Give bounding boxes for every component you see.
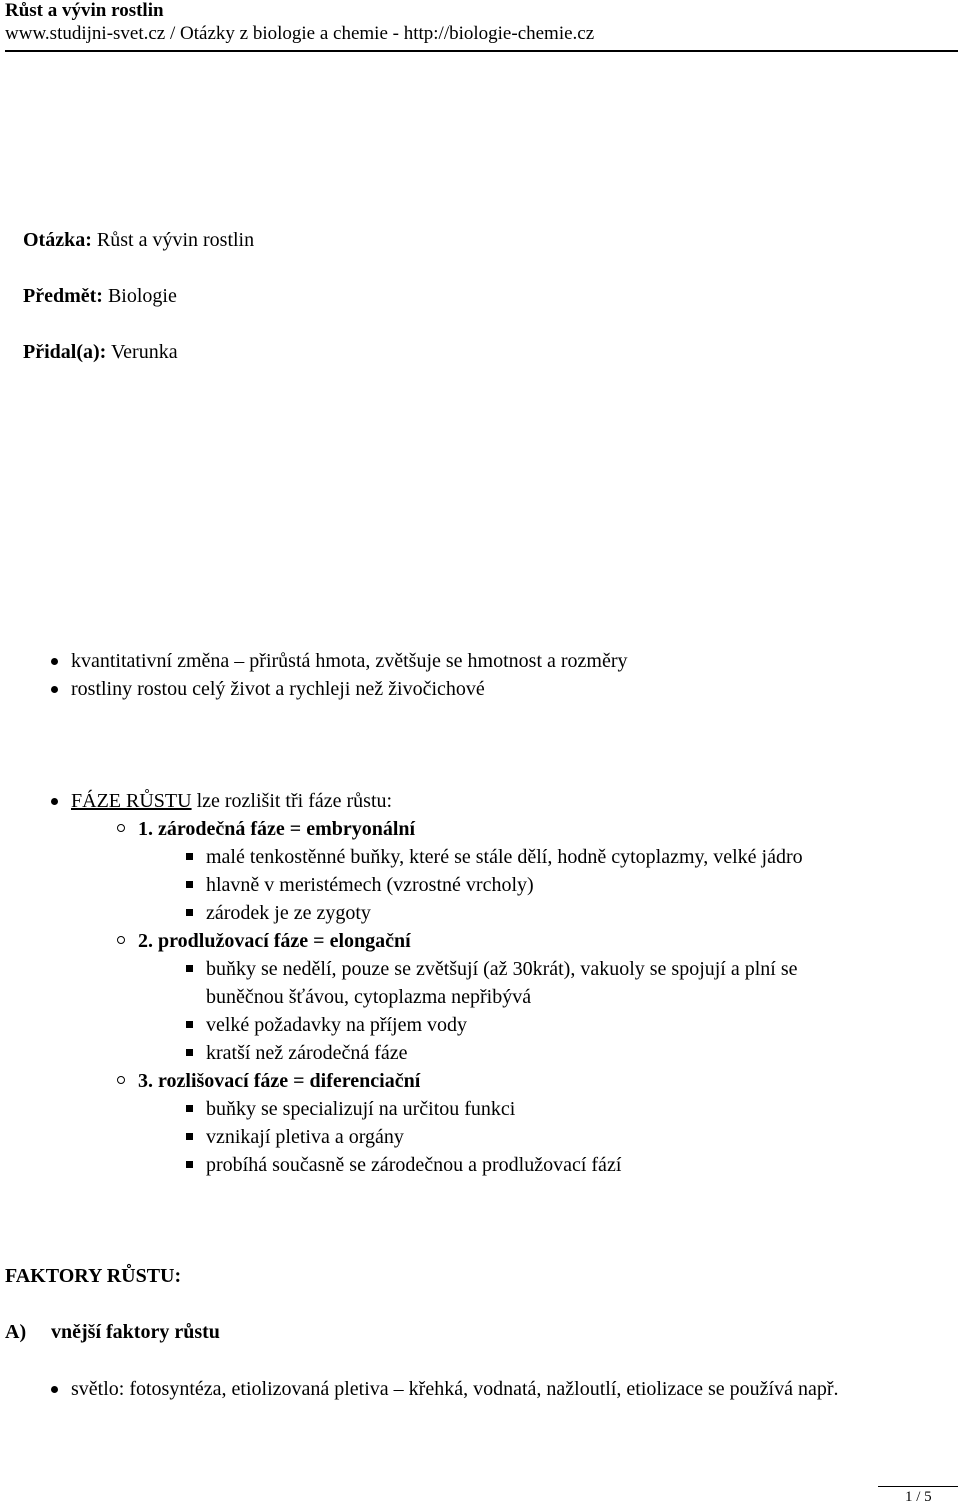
source-line: www.studijni-svet.cz / Otázky z biologie a chemie - http://biologie-chemie.cz (5, 23, 595, 44)
factors-a-title: vnější faktory růstu (51, 1321, 220, 1343)
meta-question-value: Růst a vývin rostlin (91, 229, 255, 251)
phase-point: malé tenkostěnné buňky, které se stále dělí, hodně cytoplazmy, velké jádro (206, 846, 803, 868)
meta-subject-value: Biologie (102, 285, 177, 307)
phase-point: zárodek je ze zygoty (206, 902, 371, 924)
bullet-square (186, 1049, 193, 1056)
list-item: rostliny rostou celý život a rychleji než živočichové (71, 678, 485, 700)
header-divider (5, 50, 958, 52)
bullet-disc (51, 686, 58, 693)
phases-intro-rest: lze rozlišit tři fáze růstu: (191, 790, 393, 812)
phases-intro (71, 789, 392, 813)
bullet-square (186, 965, 193, 972)
bullet-circle (117, 936, 125, 944)
phase-title: 3. rozlišovací fáze = diferenciační (138, 1070, 421, 1092)
bullet-square (186, 1133, 193, 1140)
meta-author (23, 340, 178, 364)
footer-divider (878, 1486, 958, 1487)
phase-point: buňky se nedělí, pouze se zvětšují (až 30krát), vakuoly se spojují a plní se (206, 958, 798, 980)
meta-subject (23, 284, 177, 308)
bullet-square (186, 853, 193, 860)
phase-point: probíhá současně se zárodečnou a prodlužovací fází (206, 1154, 622, 1176)
bullet-circle (117, 824, 125, 832)
bullet-circle (117, 1076, 125, 1084)
meta-question (23, 228, 254, 252)
bullet-square (186, 1161, 193, 1168)
list-item: kvantitativní změna – přirůstá hmota, zvětšuje se hmotnost a rozměry (71, 650, 628, 672)
bullet-square (186, 1021, 193, 1028)
meta-question-label: Otázka: (23, 229, 92, 251)
phase-point: vznikají pletiva a orgány (206, 1126, 404, 1148)
phase-point: kratší než zárodečná fáze (206, 1042, 408, 1064)
meta-author-value: Verunka (106, 341, 178, 363)
list-item: světlo: fotosyntéza, etiolizovaná pletiva – křehká, vodnatá, nažloutlí, etiolizace se používá např. (71, 1378, 839, 1400)
meta-subject-label: Předmět: (23, 285, 103, 307)
bullet-square (186, 1105, 193, 1112)
page-number: 1 / 5 (905, 1489, 932, 1505)
phase-point-continued: buněčnou šťávou, cytoplazma nepřibývá (206, 986, 532, 1008)
bullet-square (186, 909, 193, 916)
factors-heading: FAKTORY RŮSTU: (5, 1265, 182, 1287)
factors-a-label: A) (5, 1321, 27, 1343)
phases-link[interactable]: FÁZE RŮSTU (71, 790, 192, 812)
bullet-disc (51, 798, 58, 805)
phase-point: hlavně v meristémech (vzrostné vrcholy) (206, 874, 534, 896)
document-title: Růst a vývin rostlin (5, 0, 164, 21)
phase-point: velké požadavky na příjem vody (206, 1014, 468, 1036)
meta-author-label: Přidal(a): (23, 341, 107, 363)
bullet-disc (51, 658, 58, 665)
phase-point: buňky se specializují na určitou funkci (206, 1098, 516, 1120)
phase-title: 1. zárodečná fáze = embryonální (138, 818, 416, 840)
phase-title: 2. prodlužovací fáze = elongační (138, 930, 411, 952)
bullet-square (186, 881, 193, 888)
bullet-disc (51, 1386, 58, 1393)
